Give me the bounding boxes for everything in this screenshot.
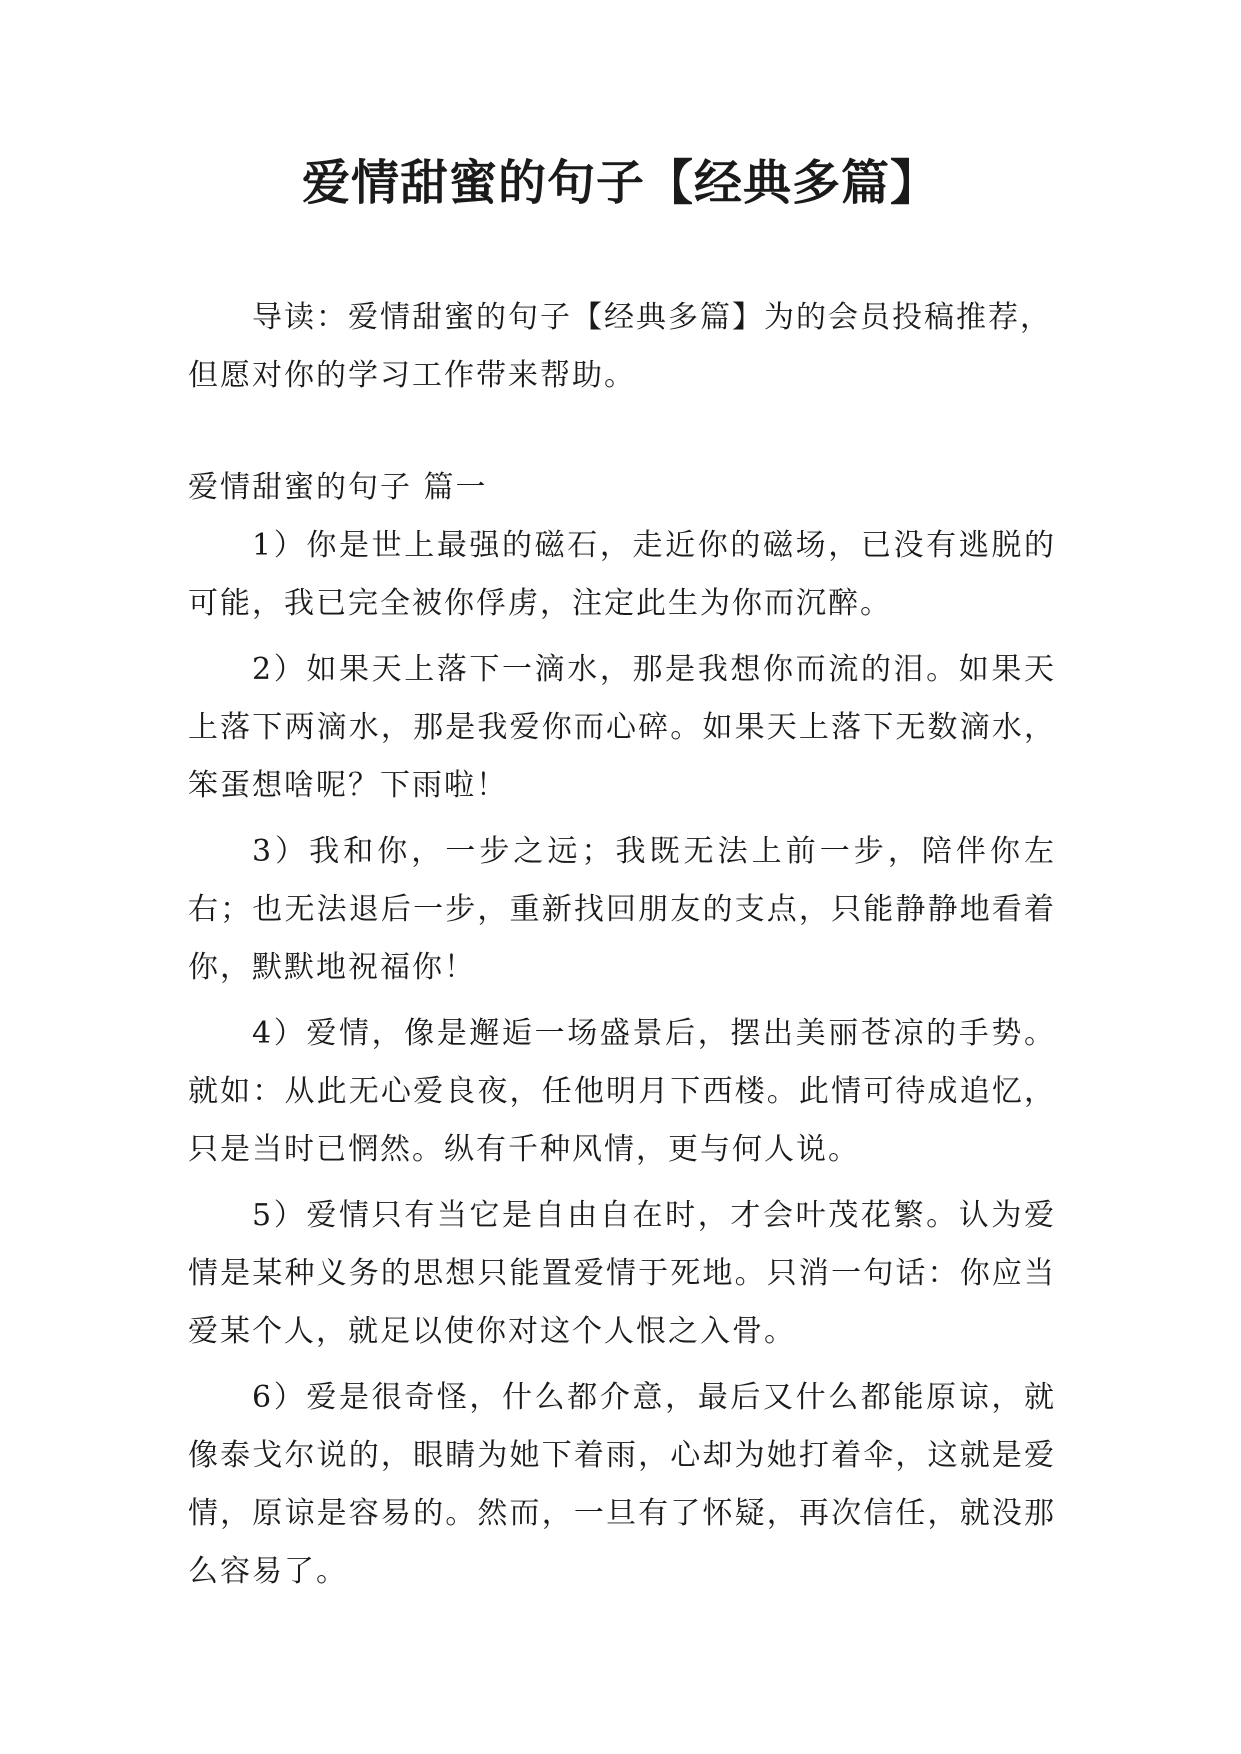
document-title: 爱情甜蜜的句子【经典多篇】: [301, 155, 939, 211]
section-heading: [188, 459, 1056, 517]
intro-text: 导读：爱情甜蜜的句子【经典多篇】为的会员投稿推荐，但愿对你的学习工作带来帮助。: [188, 300, 1052, 393]
sentence-list: [188, 517, 1056, 1609]
sentence-item: 6）爱是很奇怪，什么都介意，最后又什么都能原谅，就像泰戈尔说的，眼睛为她下着雨，心却为她打着伞，这就是爱情，原谅是容易的。然而，一旦有了怀疑，再次信任，就没那么容易了。: [188, 1380, 1056, 1589]
sentence-item: 2）如果天上落下一滴水，那是我想你而流的泪。如果天上落下两滴水，那是我爱你而心碎。如果天上落下无数滴水，笨蛋想啥呢？下雨啦！: [188, 652, 1056, 803]
sentence-item: 3）我和你，一步之远；我既无法上前一步，陪伴你左右；也无法退后一步，重新找回朋友的支点，只能静静地看着你，默默地祝福你！: [188, 834, 1056, 985]
sentence-item: 1）你是世上最强的磁石，走近你的磁场，已没有逃脱的可能，我已完全被你俘虏，注定此生为你而沉醉。: [188, 528, 1056, 621]
sentence-item: 4）爱情，像是邂逅一场盛景后，摆出美丽苍凉的手势。就如：从此无心爱良夜，任他明月下西楼。此情可待成追忆，只是当时已惘然。纵有千种风情，更与何人说。: [188, 1016, 1056, 1167]
sentence-item: 5）爱情只有当它是自由自在时，才会叶茂花繁。认为爱情是某种义务的思想只能置爱情于死地。只消一句话：你应当爱某个人，就足以使你对这个人恨之入骨。: [188, 1198, 1056, 1349]
intro-paragraph: [188, 289, 1056, 405]
section-heading-text: 爱情甜蜜的句子 篇一: [188, 470, 488, 505]
